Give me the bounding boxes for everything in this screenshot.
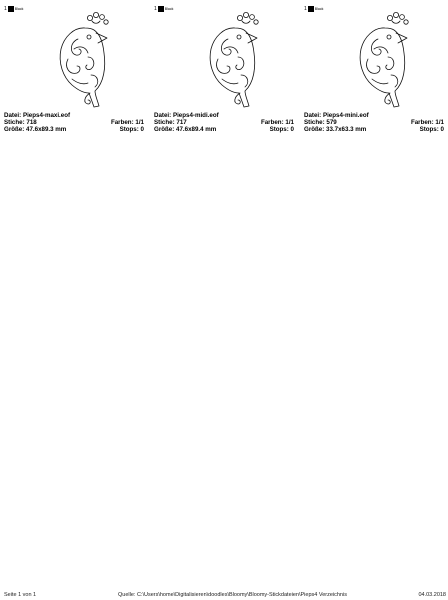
design-size: Größe: 47.6x89.3 mm	[4, 126, 67, 133]
print-date: 04.03.2018	[418, 592, 446, 598]
source-path: Quelle: C:\Users\home\Digitalisieren\doodles\Bloomy\Bloomy-Stickdateien\Pieps4 Verzeichnis	[118, 592, 347, 598]
thread-color-swatch	[304, 6, 323, 12]
color-count: Farben: 1/1	[110, 119, 144, 126]
color-square	[8, 6, 14, 12]
page-number: Seite 1 von 1	[4, 592, 37, 598]
bird-embroidery-icon	[200, 9, 268, 109]
design-info	[304, 112, 444, 133]
file-name-line: Datei: Pieps4-mini.eof	[304, 112, 369, 119]
swatch-number: 1	[304, 6, 307, 12]
thread-color-swatch	[4, 6, 23, 12]
thread-color-swatch	[154, 6, 173, 12]
swatch-number: 1	[4, 6, 7, 12]
swatch-number: 1	[154, 6, 157, 12]
color-count: Farben: 1/1	[260, 119, 294, 126]
color-square	[308, 6, 314, 12]
file-name-line: Datei: Pieps4-midi.eof	[154, 112, 219, 119]
design-card-mini	[304, 6, 444, 136]
color-name: Black	[164, 7, 174, 11]
color-name: Black	[314, 7, 324, 11]
design-info	[154, 112, 294, 133]
design-card-midi	[154, 6, 294, 136]
file-name-line: Datei: Pieps4-maxi.eof	[4, 112, 71, 119]
stop-count: Stops: 0	[269, 126, 294, 133]
stitch-count: Stiche: 579	[304, 119, 337, 126]
stitch-count: Stiche: 718	[4, 119, 37, 126]
bird-embroidery-icon	[350, 9, 418, 109]
stitch-count: Stiche: 717	[154, 119, 187, 126]
color-name: Black	[14, 7, 24, 11]
stop-count: Stops: 0	[119, 126, 144, 133]
design-size: Größe: 33.7x63.3 mm	[304, 126, 367, 133]
color-count: Farben: 1/1	[410, 119, 444, 126]
color-square	[158, 6, 164, 12]
page-footer	[0, 591, 448, 600]
design-info	[4, 112, 144, 133]
design-size: Größe: 47.6x89.4 mm	[154, 126, 217, 133]
stop-count: Stops: 0	[419, 126, 444, 133]
design-card-maxi	[4, 6, 144, 136]
bird-embroidery-icon	[50, 9, 118, 109]
